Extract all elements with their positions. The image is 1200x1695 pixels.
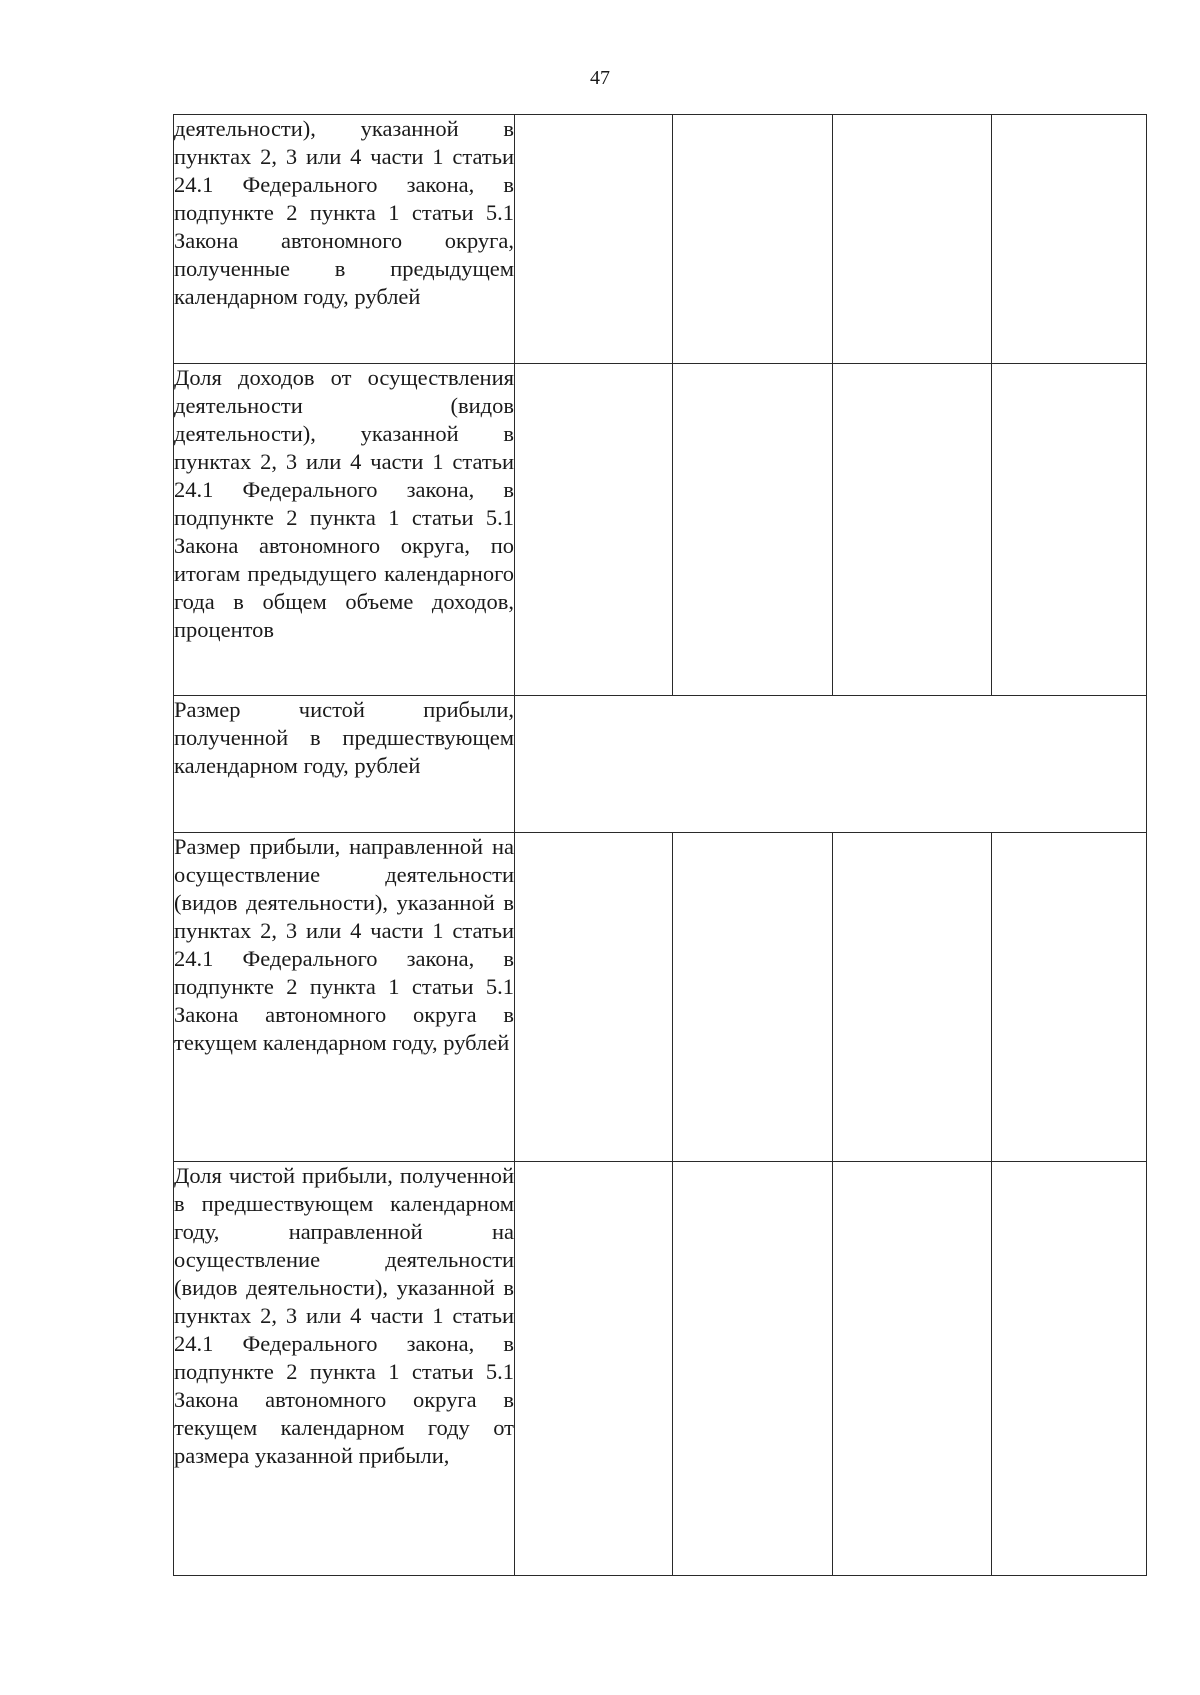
table-row	[174, 115, 1147, 364]
value-cell	[833, 833, 992, 1162]
value-cell	[992, 1162, 1147, 1576]
row-label: деятельности), указанной в пунктах 2, 3 или 4 части 1 статьи 24.1 Федерального закона, в подпункте 2 пункта 1 статьи 5.1 Закона автономного округа, полученные в предыдущем календарном году, рублей	[174, 115, 515, 364]
value-cell	[515, 833, 673, 1162]
value-cell	[992, 115, 1147, 364]
row-label: Размер чистой прибыли, полученной в предшествующем календарном году, рублей	[174, 696, 515, 833]
value-cell	[673, 1162, 833, 1576]
table-row	[174, 1162, 1147, 1576]
row-label: Размер прибыли, направленной на осуществление деятельности (видов деятельности), указанной в пунктах 2, 3 или 4 части 1 статьи 24.1 Федерального закона, в подпункте 2 пункта 1 статьи 5.1 Закона автономного округа в текущем календарном году, рублей	[174, 833, 515, 1162]
value-cell	[833, 364, 992, 696]
value-cell	[515, 115, 673, 364]
value-cell	[673, 364, 833, 696]
value-cell	[673, 833, 833, 1162]
value-cell	[515, 1162, 673, 1576]
row-label: Доля доходов от осуществления деятельности (видов деятельности), указанной в пунктах 2, 3 или 4 части 1 статьи 24.1 Федерального закона, в подпункте 2 пункта 1 статьи 5.1 Закона автономного округа, по итогам предыдущего календарного года в общем объеме доходов, процентов	[174, 364, 515, 696]
value-cell	[515, 364, 673, 696]
table-row	[174, 833, 1147, 1162]
merged-value-cell	[515, 696, 1147, 833]
value-cell	[673, 115, 833, 364]
table-row	[174, 364, 1147, 696]
page-number: 47	[590, 67, 610, 89]
value-cell	[992, 364, 1147, 696]
value-cell	[833, 1162, 992, 1576]
table-row	[174, 696, 1147, 833]
indicators-table	[173, 114, 1147, 1576]
value-cell	[992, 833, 1147, 1162]
row-label: Доля чистой прибыли, полученной в предшествующем календарном году, направленной на осуществление деятельности (видов деятельности), указанной в пунктах 2, 3 или 4 части 1 статьи 24.1 Федерального закона, в подпункте 2 пункта 1 статьи 5.1 Закона автономного округа в текущем календарном году от размера указанной прибыли,	[174, 1162, 515, 1576]
value-cell	[833, 115, 992, 364]
